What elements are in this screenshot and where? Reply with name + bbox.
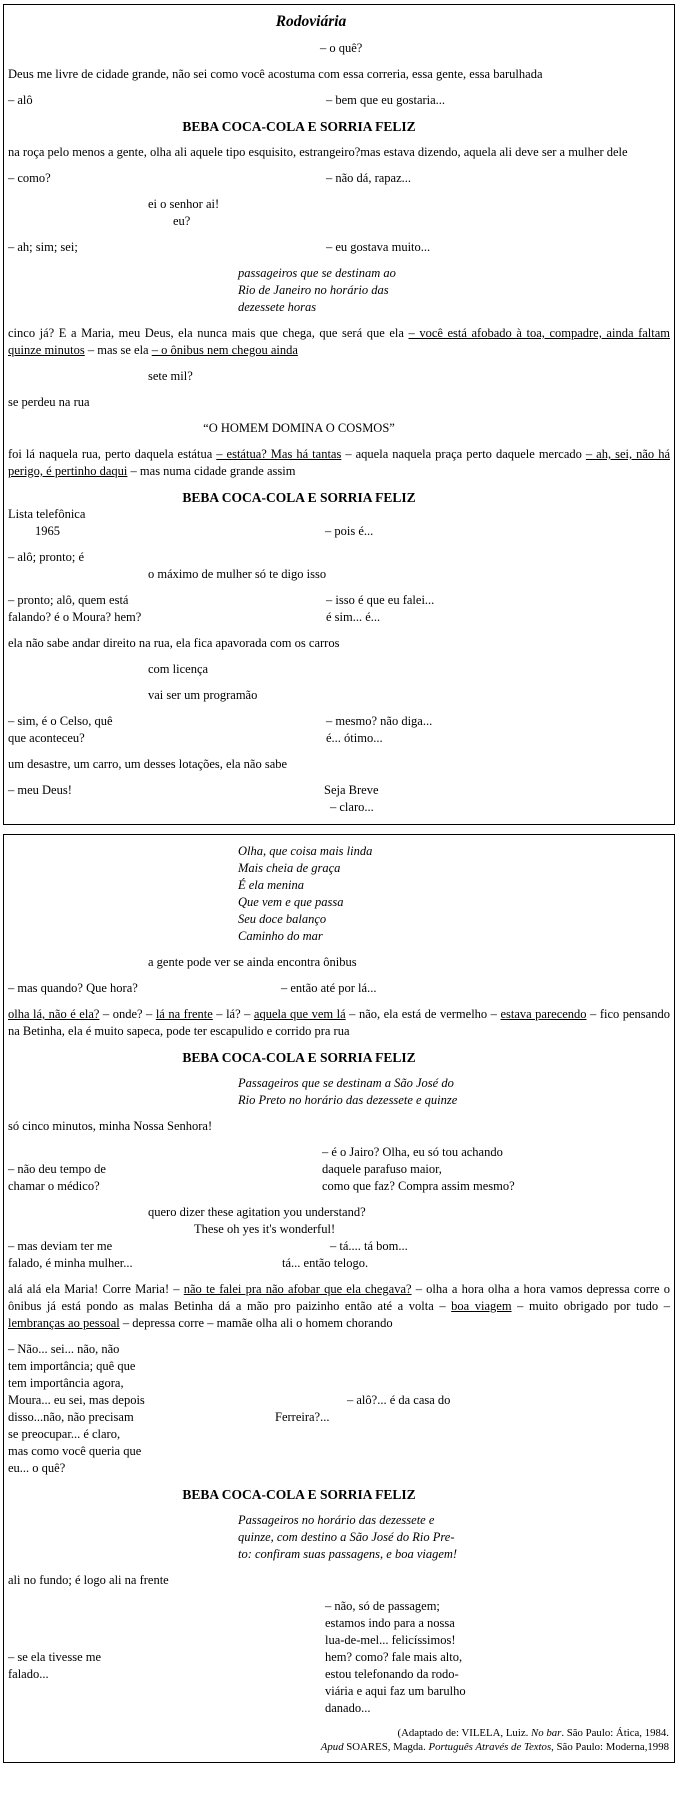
right-speech: Seja Breve	[324, 783, 379, 797]
left-speech: que aconteceu?	[8, 731, 85, 745]
paragraph	[8, 1281, 670, 1332]
left-speech: – se ela tivesse me	[8, 1650, 102, 1664]
ad-slogan-heading: BEBA COCA-COLA E SORRIA FELIZ	[182, 490, 416, 505]
announcement-line: quinze, com destino a São José do Rio Pre-	[238, 1530, 455, 1544]
right-speech: – o quê?	[320, 41, 363, 55]
left-speech: – não deu tempo de	[8, 1162, 106, 1176]
dialogue-rows	[8, 170, 670, 187]
right-speech: estou telefonando da rodo-	[325, 1667, 459, 1681]
right-speech: hem? como? fale mais alto,	[325, 1650, 463, 1664]
text-line: ei o senhor ai!	[148, 197, 220, 211]
dialogue-row	[8, 1649, 670, 1666]
right-speech: viária e aqui faz um barulho	[325, 1684, 466, 1698]
right-speech: – claro...	[330, 800, 374, 814]
text-line: Lista telefônica	[8, 507, 86, 521]
right-speech: – alô?... é da casa do	[347, 1393, 451, 1407]
dialogue-row	[8, 1341, 670, 1358]
dialogue-rows	[8, 1341, 670, 1477]
paragraph	[8, 1006, 670, 1040]
paragraph	[8, 756, 670, 773]
left-speech: se preocupar... é claro,	[8, 1427, 121, 1441]
paragraph	[8, 66, 670, 83]
right-speech: – bem que eu gostaria...	[326, 93, 446, 107]
right-speech: – não dá, rapaz...	[326, 171, 412, 185]
dialogue-row	[8, 1426, 670, 1443]
announcement-line: passageiros que se destinam ao	[238, 266, 396, 280]
text-line: o máximo de mulher só te digo isso	[148, 567, 327, 581]
dialogue-rows	[8, 40, 670, 57]
dialogue-rows	[8, 713, 670, 747]
dialogue-rows	[8, 92, 670, 109]
dialogue-rows	[8, 1238, 670, 1272]
text-line: com licença	[148, 662, 209, 676]
right-speech: Ferreira?...	[275, 1410, 330, 1424]
left-speech: falado...	[8, 1667, 49, 1681]
text-line: a gente pode ver se ainda encontra ônibus	[148, 955, 357, 969]
announcement-line: to: confiram suas passagens, e boa viagem!	[238, 1547, 458, 1561]
dialogue-row	[8, 239, 670, 256]
dialogue-rows	[8, 1598, 670, 1717]
text-line: vai ser um programão	[148, 688, 258, 702]
right-speech: danado...	[325, 1701, 371, 1715]
document-page	[0, 4, 679, 1813]
left-speech: – pronto; alô, quem está	[8, 593, 129, 607]
underlined-text: boa viagem	[451, 1299, 512, 1313]
source-credit	[8, 1726, 670, 1754]
left-speech: 1965	[35, 524, 60, 538]
left-speech: – alô	[8, 93, 33, 107]
dialogue-rows	[8, 782, 670, 816]
announcement-block	[238, 1075, 670, 1109]
left-speech: falando? é o Moura? hem?	[8, 610, 142, 624]
left-speech: – mas quando? Que hora?	[8, 981, 138, 995]
right-speech: – isso é que eu falei...	[326, 593, 435, 607]
left-speech: – Não... sei... não, não	[8, 1342, 120, 1356]
text-line: quero dizer these agitation you understand?	[148, 1205, 366, 1219]
dialogue-row	[8, 1255, 670, 1272]
text-line: eu?	[173, 214, 191, 228]
dialogue-row	[8, 1375, 670, 1392]
text-line: These oh yes it's wonderful!	[194, 1222, 336, 1236]
text-segment: cinco já? E a Maria, meu Deus, ela nunca mais que chega, que será que ela	[8, 326, 409, 340]
announcement-line: dezessete horas	[238, 300, 317, 314]
announcement-line: Caminho do mar	[238, 929, 323, 943]
dialogue-rows	[8, 592, 670, 626]
text-segment: – depressa corre – mamãe olha ali o homem chorando	[119, 1316, 393, 1330]
text-line: ali no fundo; é logo ali na frente	[8, 1573, 169, 1587]
text-segment: foi lá naquela rua, perto daquela estátua	[8, 447, 217, 461]
underlined-text: – ah, sei, não há perigo, é pertinho daqui	[8, 447, 671, 478]
italic-text: Português Através de Textos	[428, 1741, 552, 1753]
left-speech: – como?	[8, 171, 51, 185]
announcement-line: Seu doce balanço	[238, 912, 327, 926]
text-segment: – aquela naquela praça perto daquele mercado	[341, 447, 586, 461]
dialogue-row	[8, 1700, 670, 1717]
right-speech: daquele parafuso maior,	[322, 1162, 442, 1176]
right-speech: – é o Jairo? Olha, eu só tou achando	[322, 1145, 503, 1159]
text-frame-part-1	[3, 4, 675, 825]
announcement-line: Que vem e que passa	[238, 895, 344, 909]
announcement-block	[238, 1512, 670, 1563]
credit-line	[8, 1726, 669, 1740]
left-speech: chamar o médico?	[8, 1179, 100, 1193]
dialogue-row	[8, 1615, 670, 1632]
dialogue-row	[8, 1683, 670, 1700]
underlined-text: aquela que vem lá	[253, 1007, 346, 1021]
left-speech: tem importância; quê que	[8, 1359, 136, 1373]
left-speech: Moura... eu sei, mas depois	[8, 1393, 145, 1407]
dialogue-row	[8, 799, 670, 816]
text-segment: – mas se ela	[84, 343, 152, 357]
text-segment: , São Paulo: Moderna,1998	[551, 1741, 669, 1753]
left-speech: tem importância agora,	[8, 1376, 124, 1390]
centered-quote-line: “O HOMEM DOMINA O COSMOS”	[203, 421, 395, 435]
text-line: só cinco minutos, minha Nossa Senhora!	[8, 1119, 213, 1133]
dialogue-rows	[8, 523, 670, 540]
credit-line	[8, 1740, 669, 1754]
right-speech: – então até por lá...	[281, 981, 377, 995]
text-segment: . São Paulo: Ática, 1984.	[561, 1727, 669, 1739]
underlined-text: – o ônibus nem chegou ainda	[151, 343, 298, 357]
dialogue-row	[8, 1409, 670, 1426]
left-speech: – ah; sim; sei;	[8, 240, 78, 254]
text-segment: – olha a hora olha a hora vamos depressa corre o ônibus já está pondo as malas Betinha dá a mão pro paizinho então até a volta –	[8, 1282, 671, 1313]
paragraph	[8, 144, 670, 161]
dialogue-row	[8, 523, 670, 540]
left-speech: mas como você queria que	[8, 1444, 142, 1458]
left-speech: – meu Deus!	[8, 783, 72, 797]
text-segment: – onde? –	[99, 1007, 156, 1021]
left-speech: – sim, é o Celso, quê	[8, 714, 113, 728]
left-speech: eu... o quê?	[8, 1461, 66, 1475]
dialogue-row	[8, 1443, 670, 1460]
announcement-line: Olha, que coisa mais linda	[238, 844, 373, 858]
dialogue-row	[8, 1358, 670, 1375]
text-line: se perdeu na rua	[8, 395, 90, 409]
text-line: sete mil?	[148, 369, 193, 383]
right-speech: – não, só de passagem;	[325, 1599, 440, 1613]
announcement-block	[238, 843, 670, 945]
underlined-text: lá na frente	[155, 1007, 213, 1021]
announcement-line: Passageiros que se destinam a São José do	[238, 1076, 454, 1090]
dialogue-row	[8, 592, 670, 609]
announcement-line: Passageiros no horário das dezessete e	[238, 1513, 435, 1527]
text-segment: – não, ela está de vermelho –	[345, 1007, 501, 1021]
dialogue-row	[8, 1178, 670, 1195]
text-segment: alá alá ela Maria! Corre Maria! –	[8, 1282, 184, 1296]
ad-slogan-heading: BEBA COCA-COLA E SORRIA FELIZ	[182, 1050, 416, 1065]
dialogue-row	[8, 730, 670, 747]
italic-text: Apud	[320, 1741, 344, 1753]
right-speech: tá... então telogo.	[282, 1256, 369, 1270]
right-speech: lua-de-mel... felicíssimos!	[325, 1633, 456, 1647]
text-segment: – fico pensando na Betinha, ela é muito sapeca, pode ter escapulido e corrido pra rua	[8, 1007, 670, 1038]
left-speech: disso...não, não precisam	[8, 1410, 134, 1424]
paragraph	[8, 635, 670, 652]
dialogue-row	[8, 1161, 670, 1178]
text-frame-part-2	[3, 834, 675, 1763]
right-speech: é sim... é...	[326, 610, 381, 624]
text-segment: – muito obrigado por tudo –	[511, 1299, 670, 1313]
right-speech: – mesmo? não diga...	[326, 714, 433, 728]
dialogue-row	[8, 92, 670, 109]
right-speech: – eu gostava muito...	[326, 240, 431, 254]
dialogue-row	[8, 1460, 670, 1477]
dialogue-row	[8, 713, 670, 730]
right-speech: – pois é...	[325, 524, 374, 538]
dialogue-row	[8, 40, 670, 57]
text-line: – alô; pronto; é	[8, 550, 85, 564]
dialogue-rows	[8, 239, 670, 256]
text-segment: (Adaptado de: VILELA, Luiz.	[397, 1727, 532, 1739]
text-segment: um desastre, um carro, um desses lotações, ela não sabe	[8, 757, 288, 771]
announcement-line: É ela menina	[238, 878, 304, 892]
underlined-text: não te falei pra não afobar que ela chegava?	[183, 1282, 412, 1296]
left-speech: falado, é minha mulher...	[8, 1256, 133, 1270]
underlined-text: olha lá, não é ela?	[8, 1007, 100, 1021]
text-segment: SOARES, Magda.	[343, 1741, 429, 1753]
paragraph	[8, 446, 670, 480]
right-speech: – tá.... tá bom...	[330, 1239, 408, 1253]
announcement-line: Rio de Janeiro no horário das	[238, 283, 389, 297]
announcement-block	[238, 265, 670, 316]
announcement-line: Rio Preto no horário das dezessete e quinze	[238, 1093, 458, 1107]
dialogue-row	[8, 1144, 670, 1161]
ad-slogan-heading: BEBA COCA-COLA E SORRIA FELIZ	[182, 1487, 416, 1502]
dialogue-row	[8, 170, 670, 187]
italic-text: No bar	[531, 1727, 562, 1739]
dialogue-row	[8, 1632, 670, 1649]
dialogue-row	[8, 980, 670, 997]
right-speech: é... ótimo...	[326, 731, 383, 745]
underlined-text: – estátua? Mas há tantas	[216, 447, 342, 461]
dialogue-rows	[8, 980, 670, 997]
announcement-line: Mais cheia de graça	[238, 861, 341, 875]
text-segment: Deus me livre de cidade grande, não sei como você acostuma com essa correria, essa gente, essa barulhada	[8, 67, 543, 81]
right-speech: estamos indo para a nossa	[325, 1616, 455, 1630]
dialogue-row	[8, 609, 670, 626]
underlined-text: lembranças ao pessoal	[8, 1316, 120, 1330]
ad-slogan-heading: BEBA COCA-COLA E SORRIA FELIZ	[182, 119, 416, 134]
dialogue-rows	[8, 1144, 670, 1195]
text-segment: ela não sabe andar direito na rua, ela fica apavorada com os carros	[8, 636, 340, 650]
text-segment: – mas numa cidade grande assim	[127, 464, 296, 478]
dialogue-row	[8, 1238, 670, 1255]
left-speech: – mas deviam ter me	[8, 1239, 113, 1253]
document-title: Rodoviária	[275, 13, 347, 30]
dialogue-row	[8, 1598, 670, 1615]
dialogue-row	[8, 1666, 670, 1683]
dialogue-row	[8, 782, 670, 799]
dialogue-row	[8, 1392, 670, 1409]
text-segment: na roça pelo menos a gente, olha ali aquele tipo esquisito, estrangeiro?mas estava dizendo, aquela ali deve ser a mulher dele	[8, 145, 628, 159]
underlined-text: – você está afobado à toa, compadre, ainda faltam quinze minutos	[8, 326, 670, 357]
right-speech: como que faz? Compra assim mesmo?	[322, 1179, 515, 1193]
text-segment: – lá? –	[212, 1007, 254, 1021]
underlined-text: estava parecendo	[500, 1007, 587, 1021]
paragraph	[8, 325, 670, 359]
